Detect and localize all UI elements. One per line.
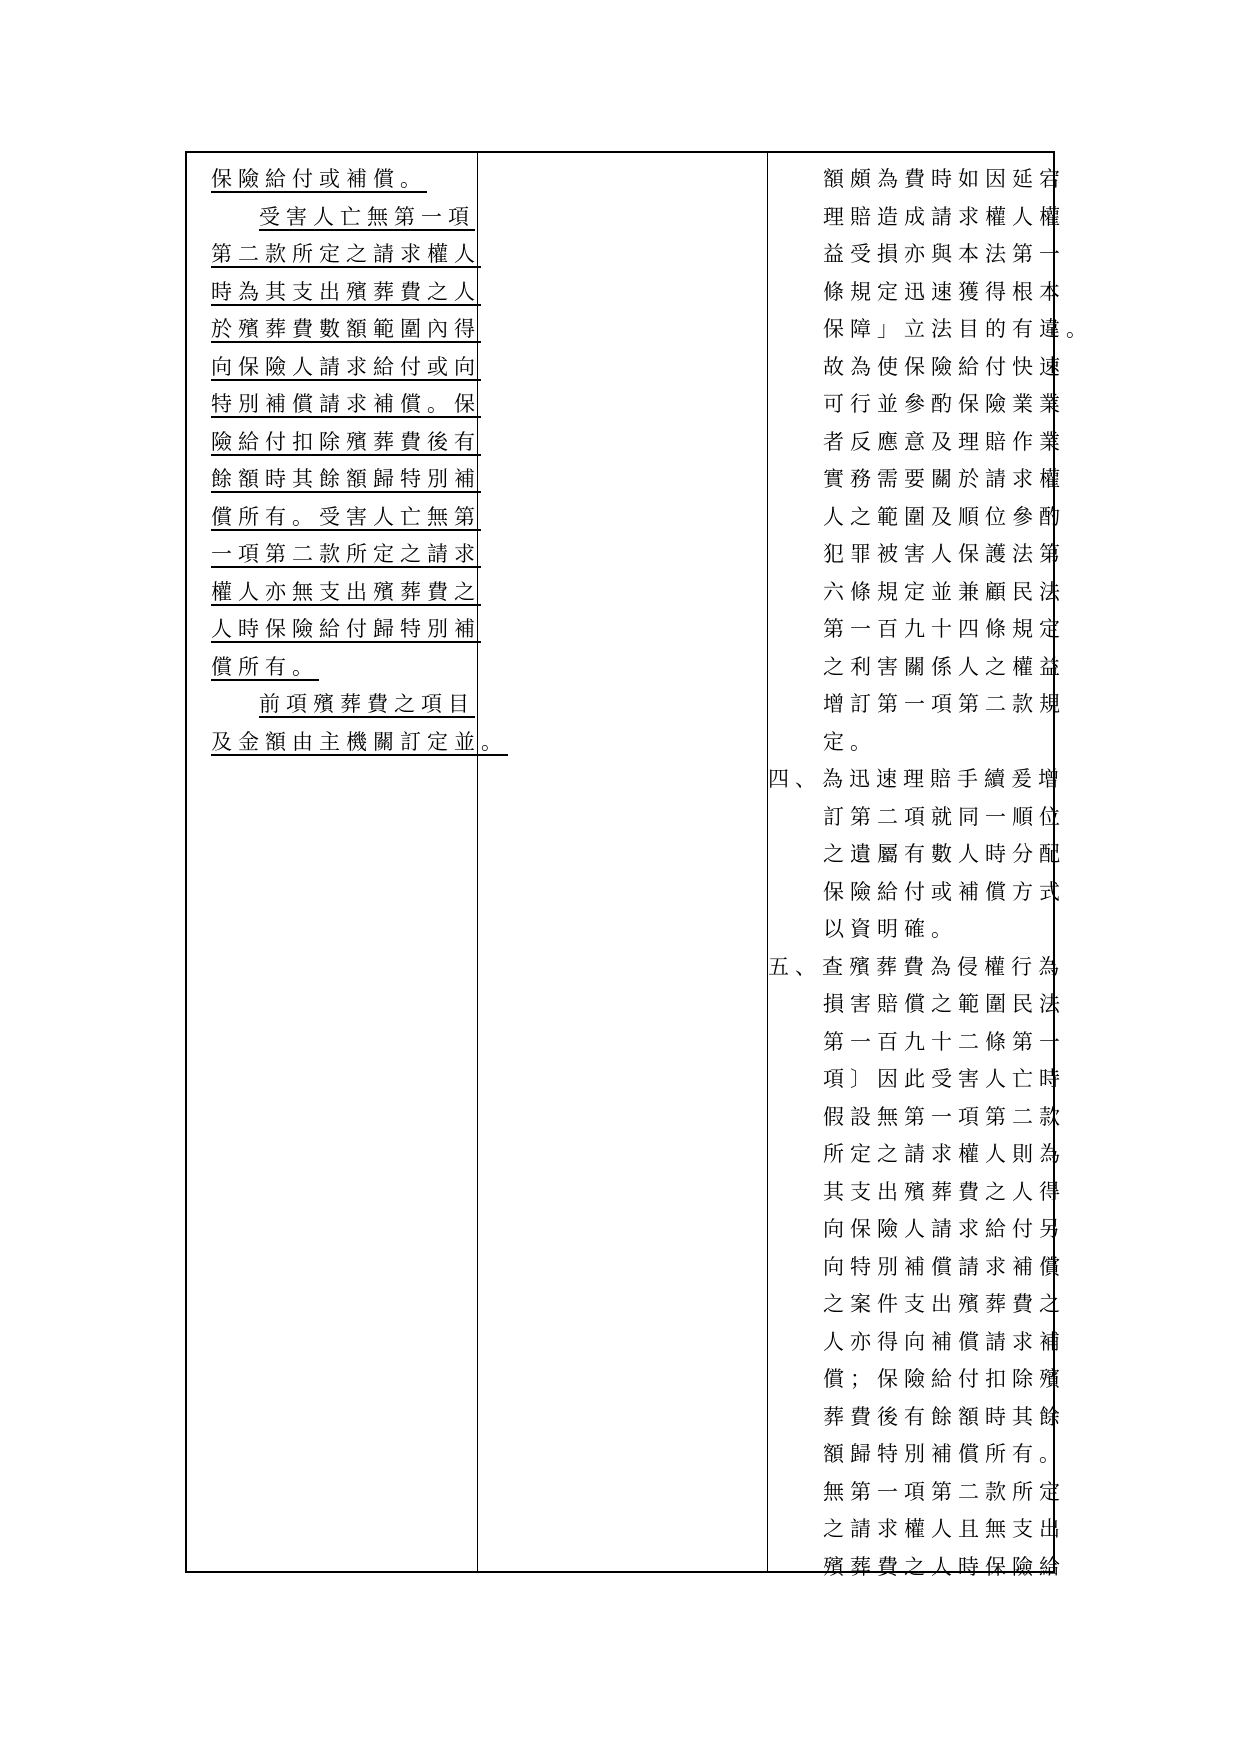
right-line: 條規定迅速獲得根本 <box>823 279 1066 304</box>
comparison-table <box>185 151 1093 1579</box>
right-line: 益受損亦與本法第一 <box>823 242 1066 266</box>
right-line: 其支出殯葬費之人得 <box>823 1179 1066 1204</box>
right-line: 向保險人請求給付另 <box>823 1217 1066 1241</box>
right-line: 定。 <box>823 729 877 754</box>
right-line: 葬費後有餘額時其餘 <box>823 1404 1066 1429</box>
right-line: 額歸特別補償所有。 <box>823 1442 1066 1466</box>
right-line: 之案件支出殯葬費之 <box>823 1292 1066 1316</box>
left-line: 受害人亡無第一項 <box>259 204 475 229</box>
right-line: 保險給付或補償方式 <box>823 879 1066 904</box>
explanation-column <box>767 153 1093 1579</box>
right-line: 項〕因此受害人亡時 <box>823 1067 1066 1091</box>
left-line: 償所有。 <box>211 654 319 679</box>
left-line: 一項第二款所定之請求 <box>211 542 481 566</box>
right-line: 無第一項第二款所定 <box>823 1479 1066 1504</box>
right-line: 增訂第一項第二款規 <box>823 692 1066 716</box>
right-line: 人亦得向補償請求補 <box>823 1329 1066 1354</box>
right-line: 以資明確。 <box>823 917 958 941</box>
left-line: 償所有。受害人亡無第 <box>211 504 481 529</box>
right-line: 訂第二項就同一順位 <box>823 804 1066 829</box>
right-line: 五、查殯葬費為侵權行為 <box>768 954 1065 979</box>
right-line: 犯罪被害人保護法第 <box>823 542 1066 566</box>
right-line: 實務需要關於請求權 <box>823 467 1066 491</box>
left-line: 餘額時其餘額歸特別補 <box>211 467 481 491</box>
left-line: 特別補償請求補償。保 <box>211 392 481 416</box>
left-line: 於殯葬費數額範圍內得 <box>211 317 481 341</box>
right-line: 人之範圍及順位參酌 <box>823 504 1066 529</box>
right-line: 償；保險給付扣除殯 <box>823 1367 1066 1391</box>
right-line: 六條規定並兼顧民法 <box>823 579 1066 604</box>
left-line: 時為其支出殯葬費之人 <box>211 279 481 304</box>
right-line: 第一百九十二條第一 <box>823 1029 1066 1054</box>
left-line: 前項殯葬費之項目 <box>259 692 475 716</box>
right-line: 所定之請求權人則為 <box>823 1142 1066 1166</box>
right-line: 之利害關係人之權益 <box>823 654 1066 679</box>
left-line: 險給付扣除殯葬費後有 <box>211 429 481 454</box>
right-line: 故為使保險給付快速 <box>823 354 1066 379</box>
right-line: 之遺屬有數人時分配 <box>823 842 1066 866</box>
right-line: 第一百九十四條規定 <box>823 617 1066 641</box>
left-line: 第二款所定之請求權人 <box>211 242 481 266</box>
right-line: 假設無第一項第二款 <box>823 1104 1066 1129</box>
right-line: 可行並參酌保險業業 <box>823 392 1066 416</box>
amended-text-column <box>187 153 508 1571</box>
left-line: 向保險人請求給付或向 <box>211 354 481 379</box>
left-line: 及金額由主機關訂定並。 <box>211 729 508 754</box>
right-line: 損害賠償之範圍民法 <box>823 992 1066 1016</box>
right-line: 四、為迅速理賠手續爰增 <box>768 767 1065 791</box>
right-line: 理賠造成請求權人權 <box>823 204 1066 229</box>
left-line: 權人亦無支出殯葬費之 <box>211 579 481 604</box>
right-line: 者反應意及理賠作業 <box>823 429 1066 454</box>
right-line: 保障」立法目的有違。 <box>823 317 1093 341</box>
right-line: 之請求權人且無支出 <box>823 1517 1066 1541</box>
right-line: 殯葬費之人時保險給 <box>823 1554 1066 1579</box>
current-text-column <box>477 153 768 1571</box>
right-line: 額頗為費時如因延宕 <box>823 167 1066 191</box>
left-line: 人時保險給付歸特別補 <box>211 617 481 641</box>
left-line: 保險給付或補償。 <box>211 167 427 191</box>
right-line: 向特別補償請求補償 <box>823 1254 1066 1279</box>
